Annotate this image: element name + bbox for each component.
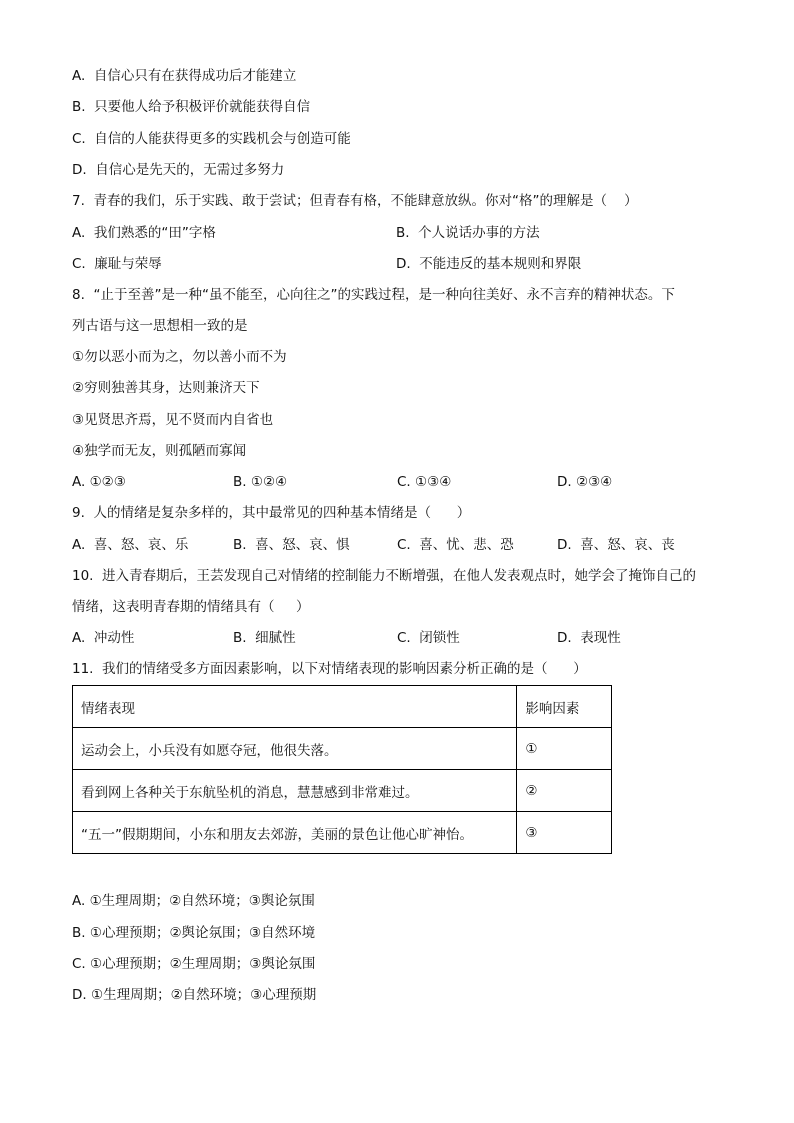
q8-stem-line1: 8. “止于至善”是一种“虽不能至，心向往之”的实践过程，是一种向往美好、永不言弃的精神状态。下	[72, 287, 675, 303]
q6-option-a: A. 自信心只有在获得成功后才能建立	[72, 68, 297, 84]
table-cell: ①	[517, 728, 612, 770]
q7-option-a: A. 我们熟悉的“田”字格	[72, 225, 216, 241]
table-header-cell: 影响因素	[517, 686, 612, 728]
q6-option-c: C. 自信的人能获得更多的实践机会与创造可能	[72, 131, 351, 147]
q8-option-b: B. ①②④	[233, 474, 288, 490]
table-row	[73, 728, 612, 770]
q8-stem-line2: 列古语与这一思想相一致的是	[72, 318, 248, 334]
table-cell: 看到网上各种关于东航坠机的消息，慧慧感到非常难过。	[73, 770, 517, 812]
q9-option-a: A. 喜、怒、哀、乐	[72, 537, 189, 553]
table-header-cell: 情绪表现	[73, 686, 517, 728]
q9-option-d: D. 喜、怒、哀、丧	[557, 537, 675, 553]
q6-option-b: B. 只要他人给予积极评价就能获得自信	[72, 99, 311, 115]
table-row	[73, 812, 612, 854]
q7-option-c: C. 廉耻与荣辱	[72, 256, 162, 272]
q8-option-d: D. ②③④	[557, 474, 613, 490]
table-header-row	[73, 686, 612, 728]
q8-option-a: A. ①②③	[72, 474, 126, 490]
q8-option-c: C. ①③④	[397, 474, 452, 490]
q10-option-d: D. 表现性	[557, 630, 621, 646]
q8-item-4: ④独学而无友，则孤陋而寡闻	[72, 443, 247, 459]
q7-option-d: D. 不能违反的基本规则和界限	[396, 256, 582, 272]
q11-option-a: A. ①生理周期；②自然环境；③舆论氛围	[72, 893, 315, 909]
q10-stem-line1: 10. 进入青春期后，王芸发现自己对情绪的控制能力不断增强，在他人发表观点时，她学会了掩饰自己的	[72, 568, 697, 584]
q11-stem: 11. 我们的情绪受多方面因素影响，以下对情绪表现的影响因素分析正确的是（ ）	[72, 661, 587, 677]
q8-item-3: ③见贤思齐焉，见不贤而内自省也	[72, 412, 274, 428]
q11-option-d: D. ①生理周期；②自然环境；③心理预期	[72, 987, 317, 1003]
q10-option-b: B. 细腻性	[233, 630, 296, 646]
q8-item-1: ①勿以恶小而为之，勿以善小而不为	[72, 349, 287, 365]
table-cell: “五一”假期期间，小东和朋友去郊游，美丽的景色让他心旷神怡。	[73, 812, 517, 854]
table-row	[73, 770, 612, 812]
emotion-factor-table	[72, 685, 612, 854]
q9-stem: 9. 人的情绪是复杂多样的，其中最常见的四种基本情绪是（ ）	[72, 505, 471, 521]
table-cell: ②	[517, 770, 612, 812]
q8-item-2: ②穷则独善其身，达则兼济天下	[72, 380, 260, 396]
q11-option-c: C. ①心理预期；②生理周期；③舆论氛围	[72, 956, 316, 972]
q7-stem: 7. 青春的我们，乐于实践、敢于尝试；但青春有格，不能肆意放纵。你对“格”的理解是（ ）	[72, 193, 638, 209]
q10-stem-line2: 情绪，这表明青春期的情绪具有（ ）	[72, 599, 310, 615]
table-cell: ③	[517, 812, 612, 854]
q10-option-a: A. 冲动性	[72, 630, 135, 646]
q9-option-c: C. 喜、忧、悲、恐	[397, 537, 514, 553]
q6-option-d: D. 自信心是先天的，无需过多努力	[72, 162, 285, 178]
q10-option-c: C. 闭锁性	[397, 630, 460, 646]
q7-option-b: B. 个人说话办事的方法	[396, 225, 540, 241]
q9-option-b: B. 喜、怒、哀、惧	[233, 537, 350, 553]
q11-option-b: B. ①心理预期；②舆论氛围；③自然环境	[72, 925, 316, 941]
table-cell: 运动会上，小兵没有如愿夺冠，他很失落。	[73, 728, 517, 770]
